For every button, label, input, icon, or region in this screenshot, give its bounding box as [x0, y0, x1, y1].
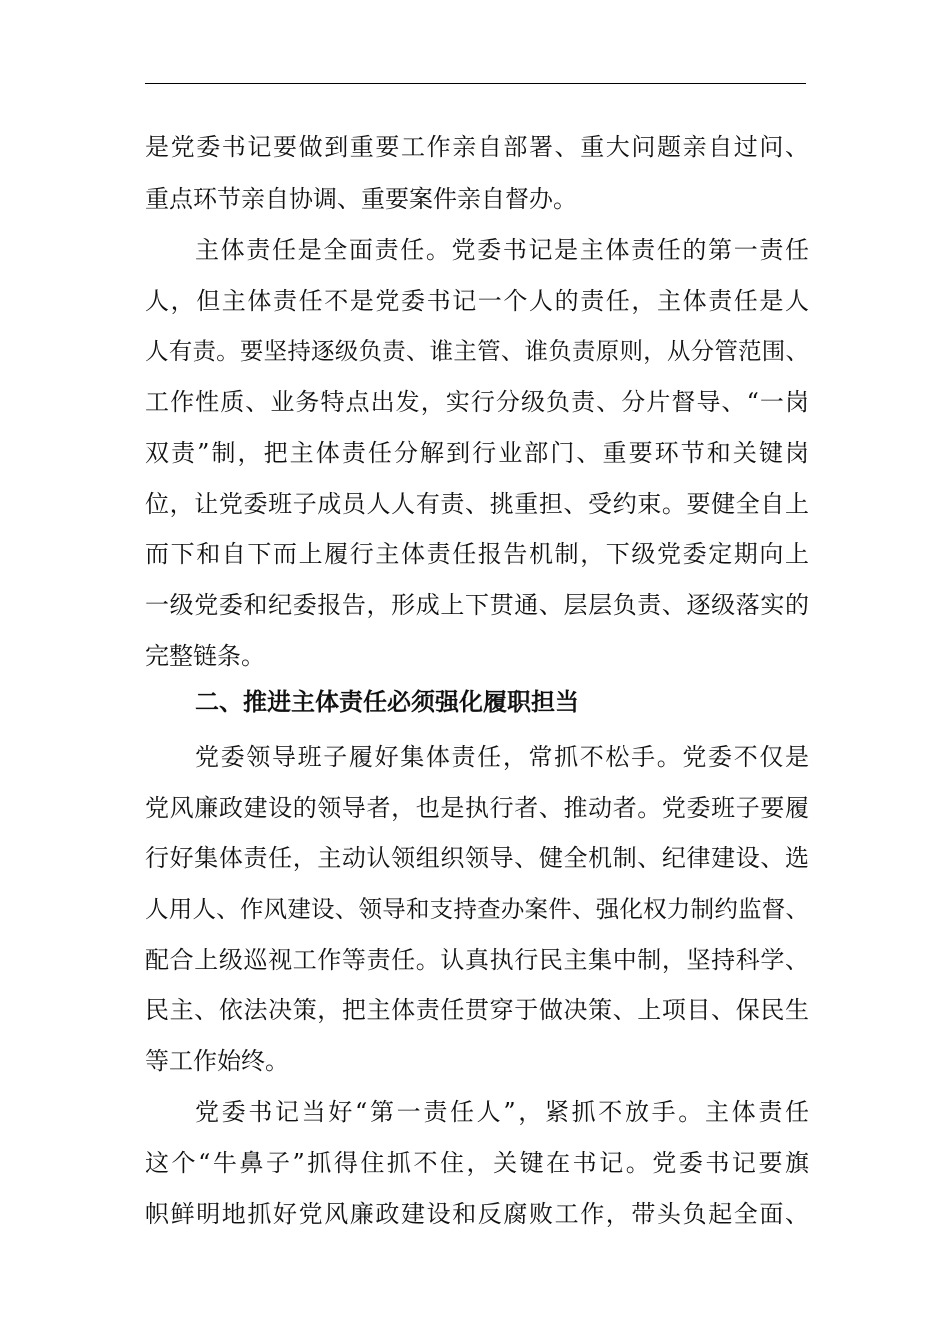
body-text-line: 重点环节亲自协调、重要案件亲自督办。 — [145, 185, 577, 213]
section-heading: 二、推进主体责任必须强化履职担当 — [195, 688, 579, 716]
body-text-line: 帜鲜明地抓好党风廉政建设和反腐败工作，带头负起全面、 — [145, 1200, 809, 1228]
header-rule — [145, 83, 806, 84]
paragraph-first-line: 党委书记当好“第一责任人”，紧抓不放手。主体责任 — [195, 1098, 809, 1126]
body-text-line: 这个“牛鼻子”抓得住抓不住，关键在书记。党委书记要旗 — [145, 1149, 809, 1177]
body-text-line: 一级党委和纪委报告，形成上下贯通、层层负责、逐级落实的 — [145, 591, 809, 619]
body-text-line: 人有责。要坚持逐级负责、谁主管、谁负责原则，从分管范围、 — [145, 337, 809, 365]
body-text-line: 人用人、作风建设、领导和支持查办案件、强化权力制约监督、 — [145, 895, 809, 923]
body-text-line: 而下和自下而上履行主体责任报告机制，下级党委定期向上 — [145, 540, 809, 568]
body-text-line: 双责”制，把主体责任分解到行业部门、重要环节和关键岗 — [145, 439, 809, 467]
body-text-line: 是党委书记要做到重要工作亲自部署、重大问题亲自过问、 — [145, 133, 809, 161]
paragraph-first-line: 党委领导班子履好集体责任，常抓不松手。党委不仅是 — [195, 743, 809, 771]
body-text-line: 人，但主体责任不是党委书记一个人的责任，主体责任是人 — [145, 287, 809, 315]
body-text-line: 党风廉政建设的领导者，也是执行者、推动者。党委班子要履 — [145, 794, 809, 822]
body-text-line: 工作性质、业务特点出发，实行分级负责、分片督导、“一岗 — [145, 388, 809, 416]
body-text-line: 配合上级巡视工作等责任。认真执行民主集中制，坚持科学、 — [145, 946, 809, 974]
body-text-line: 完整链条。 — [145, 642, 265, 670]
body-text-line: 等工作始终。 — [145, 1047, 289, 1075]
body-text-line: 位，让党委班子成员人人有责、挑重担、受约束。要健全自上 — [145, 490, 809, 518]
paragraph-first-line: 主体责任是全面责任。党委书记是主体责任的第一责任 — [195, 236, 809, 264]
body-text-line: 行好集体责任，主动认领组织领导、健全机制、纪律建设、选 — [145, 844, 809, 872]
body-text-line: 民主、依法决策，把主体责任贯穿于做决策、上项目、保民生 — [145, 996, 809, 1024]
